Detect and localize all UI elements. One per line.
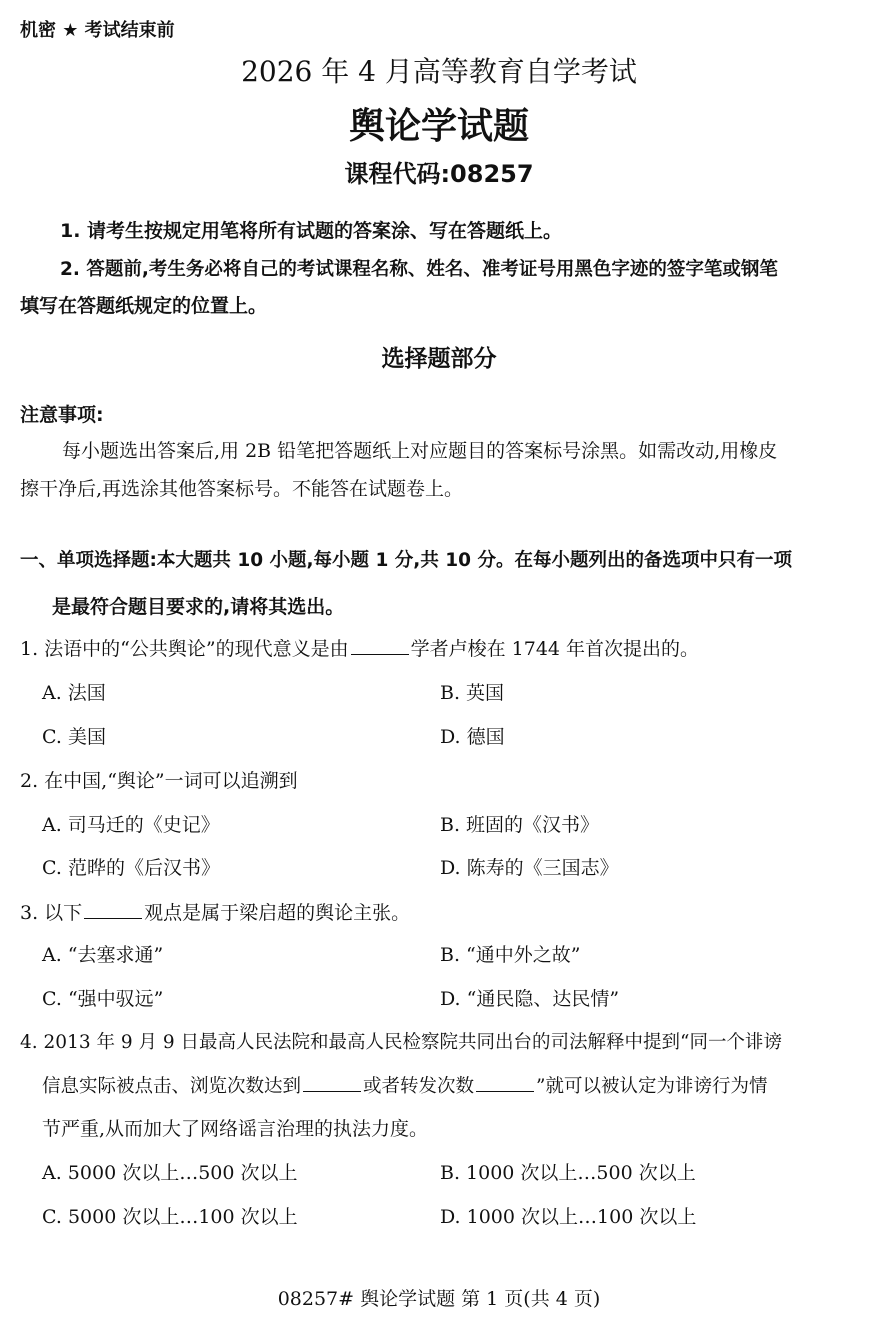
- instruction-2-line1: 2. 答题前,考生务必将自己的考试课程名称、姓名、准考证号用黑色字迹的签字笔或钢笔: [60, 259, 778, 280]
- question-3-stem-part-a: 3. 以下: [20, 902, 83, 924]
- subject-title: 舆论学试题: [348, 106, 529, 147]
- question-4-stem-line3: 节严重,从而加大了网络谣言治理的执法力度。: [42, 1118, 429, 1140]
- exam-title: 2026 年 4 月高等教育自学考试: [241, 55, 637, 88]
- confidential-mark: 机密 ★ 考试结束前: [20, 20, 175, 41]
- question-1-stem: [20, 634, 699, 661]
- question-4-option-b: B. 1000 次以上…500 次以上: [440, 1162, 696, 1184]
- question-3-stem-part-b: 观点是属于梁启超的舆论主张。: [144, 902, 411, 924]
- section-title: 选择题部分: [381, 346, 497, 372]
- question-3-option-b: B. “通中外之故”: [440, 944, 581, 966]
- answer-blank: [351, 653, 409, 655]
- question-4-option-c: C. 5000 次以上…100 次以上: [42, 1206, 298, 1228]
- question-1-option-d: D. 德国: [440, 726, 505, 748]
- question-2-option-b: B. 班固的《汉书》: [440, 814, 600, 836]
- answer-blank: [476, 1090, 534, 1092]
- notes-line-2: 擦干净后,再选涂其他答案标号。不能答在试题卷上。: [20, 478, 464, 500]
- question-1-option-c: C. 美国: [42, 726, 106, 748]
- question-2-option-a: A. 司马迁的《史记》: [42, 814, 220, 836]
- page-footer: 08257# 舆论学试题 第 1 页(共 4 页): [277, 1288, 601, 1310]
- notes-label: 注意事项:: [20, 404, 104, 426]
- question-4-stem-line2-part-a: 信息实际被点击、浏览次数达到: [42, 1076, 302, 1097]
- question-3-option-d: D. “通民隐、达民情”: [440, 988, 620, 1010]
- question-4-stem-line1: 4. 2013 年 9 月 9 日最高人民法院和最高人民检察院共同出台的司法解释中提到“同一个诽谤: [20, 1032, 783, 1053]
- question-2-stem: 2. 在中国,“舆论”一词可以追溯到: [20, 770, 298, 792]
- question-3-stem: [20, 898, 410, 925]
- instruction-1: 1. 请考生按规定用笔将所有试题的答案涂、写在答题纸上。: [60, 220, 563, 242]
- instruction-2-line2: 填写在答题纸规定的位置上。: [20, 295, 268, 317]
- question-3-option-a: A. “去塞求通”: [42, 944, 164, 966]
- question-4-option-a: A. 5000 次以上…500 次以上: [42, 1162, 298, 1184]
- question-1-option-a: A. 法国: [42, 682, 106, 704]
- question-4-option-d: D. 1000 次以上…100 次以上: [440, 1206, 697, 1228]
- question-2-option-c: C. 范晔的《后汉书》: [42, 857, 220, 879]
- part1-heading-line2: 是最符合题目要求的,请将其选出。: [52, 596, 345, 618]
- answer-blank: [84, 917, 142, 919]
- answer-blank: [303, 1090, 361, 1092]
- question-4-stem-line2-part-b: 或者转发次数: [363, 1076, 475, 1097]
- notes-line-1: 每小题选出答案后,用 2B 铅笔把答题纸上对应题目的答案标号涂黑。如需改动,用橡皮: [62, 440, 778, 462]
- question-4-stem-line2: [42, 1072, 768, 1098]
- question-4-stem-line2-part-c: ”就可以被认定为诽谤行为情: [536, 1076, 768, 1097]
- question-1-stem-part-a: 1. 法语中的“公共舆论”的现代意义是由: [20, 638, 349, 660]
- part1-heading-line1: 一、单项选择题:本大题共 10 小题,每小题 1 分,共 10 分。在每小题列出的备选项中只有一项: [20, 550, 792, 571]
- question-1-option-b: B. 英国: [440, 682, 505, 704]
- question-1-stem-part-b: 学者卢梭在 1744 年首次提出的。: [410, 638, 700, 660]
- question-2-option-d: D. 陈寿的《三国志》: [440, 857, 619, 879]
- course-code: 课程代码:08257: [344, 160, 534, 188]
- question-3-option-c: C. “强中驭远”: [42, 988, 164, 1010]
